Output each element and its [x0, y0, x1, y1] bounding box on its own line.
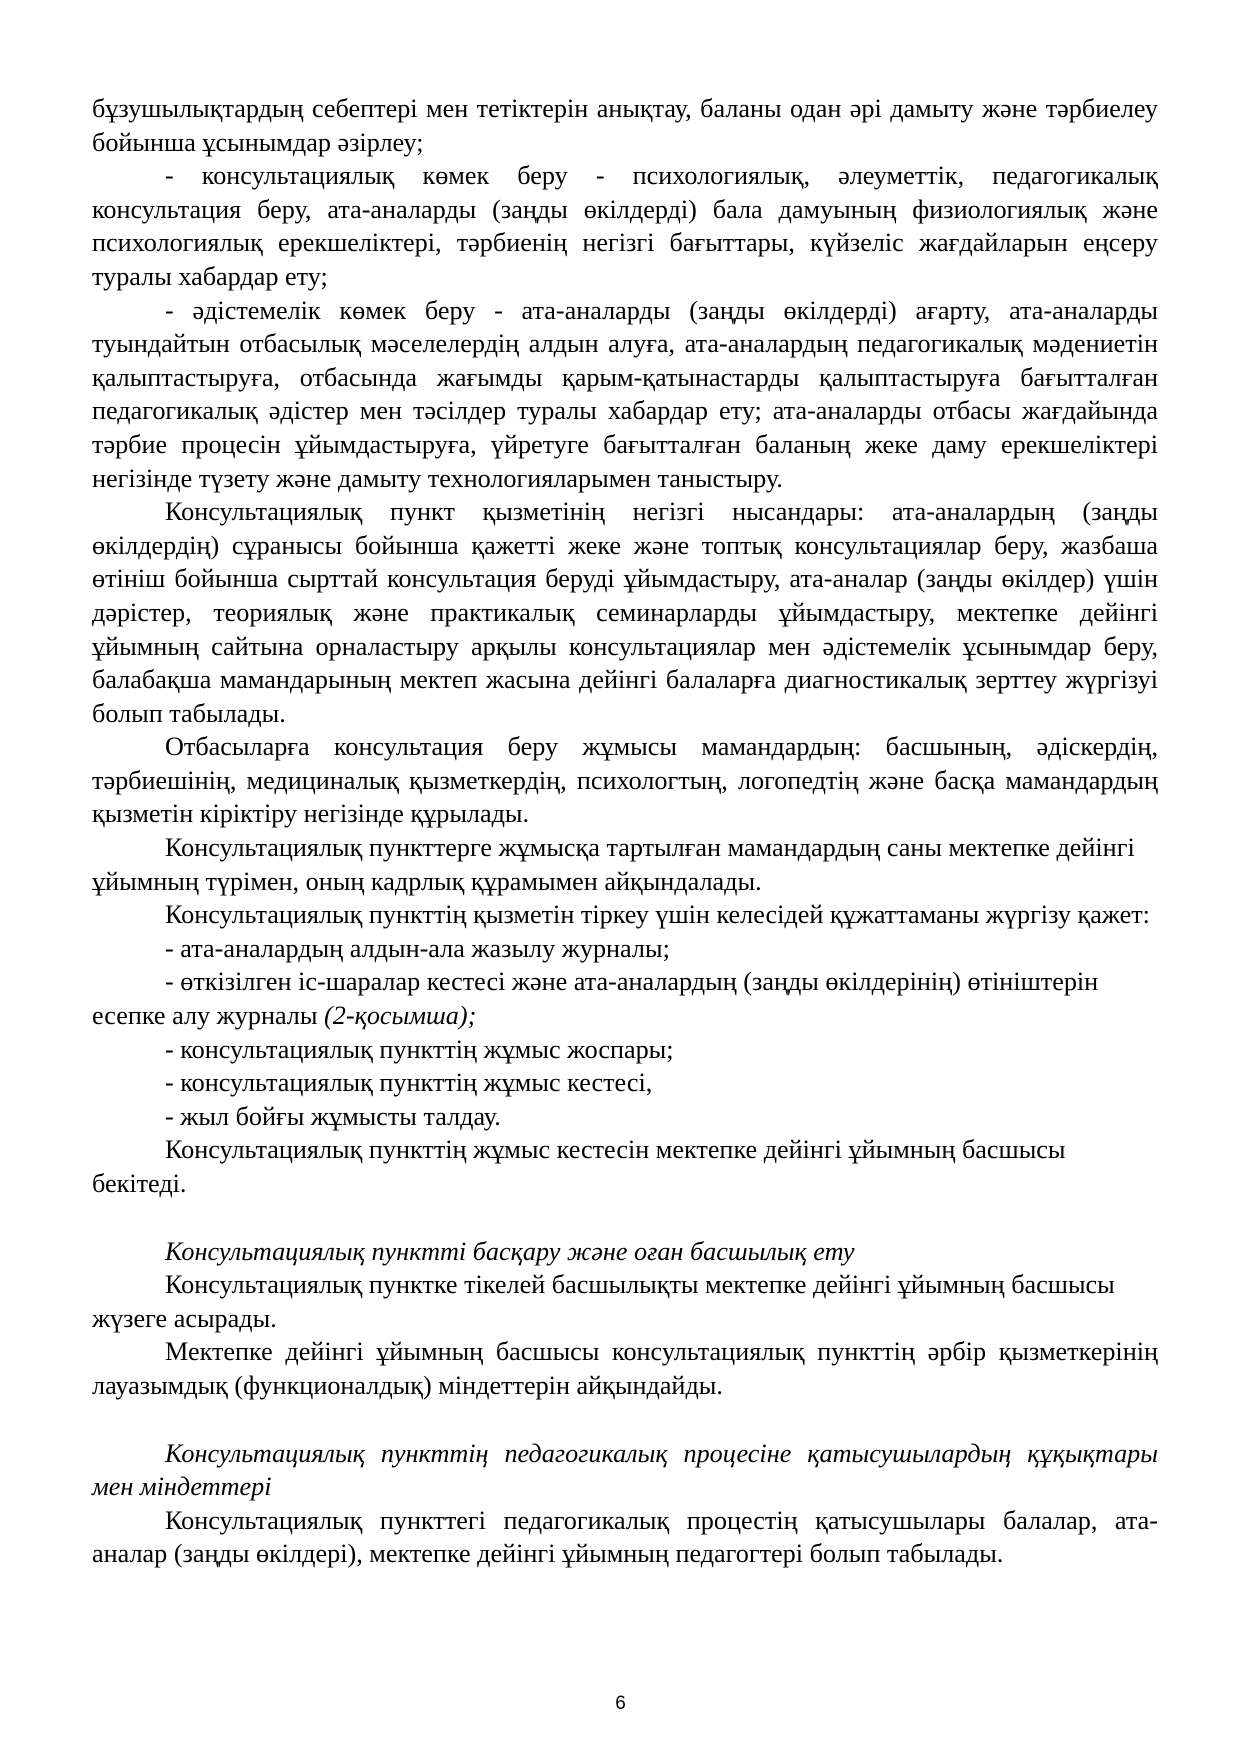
- paragraph-direct-management: Консультациялық пунктке тікелей басшылықты мектепке дейінгі ұйымның басшысы жүзеге асырады.: [92, 1270, 1115, 1333]
- paragraph-1: бұзушылықтардың себептері мен тетіктерін анықтау, баланы одан әрі дамыту және тәрбиелеу бойынша ұсынымдар әзірлеу;: [92, 94, 1158, 157]
- list-item-annual-analysis: - жыл бойғы жұмысты талдау.: [165, 1101, 501, 1131]
- paragraph-main-forms: Консультациялық пункт қызметінің негізгі нысандары: ата-аналардың (заңды өкілдердің) сұранысы бойынша қажетті жеке және топтық консультациялар беру, жазбаша өтініш бойынша сырттай консультация беруді ұйымдастыру, ата-аналар (заңды өкілдер) үшін дәрістер, теориялық және практикалық семинарларды ұйымдастыру, мектепке дейінгі ұйымның сайтына орналастыру арқылы консультациялар мен әдістемелік ұсынымдар беру, балабақша мамандарының мектеп жасына дейінгі балаларға диагностикалық зерттеу жүргізуі болып табылады.: [92, 497, 1158, 728]
- document-page: [92, 92, 1158, 1571]
- section-heading-rights: Консультациялық пункттің педагогикалық процесіне қатысушылардың құқықтары мен міндеттері: [92, 1438, 1158, 1502]
- spacer: [92, 1403, 1158, 1437]
- appendix-reference: (2-қосымша);: [324, 1001, 477, 1031]
- list-item-work-schedule: - консультациялық пункттің жұмыс кестесі,: [165, 1068, 653, 1098]
- paragraph-duties: Мектепке дейінгі ұйымның басшысы консультациялық пункттің әрбір қызметкерінің лауазымдық (функционалдық) міндеттерін айқындайды.: [92, 1337, 1158, 1400]
- list-item-events-schedule-text: - өткізілген іс-шаралар кестесі және ата-аналардың (заңды өкілдерінің) өтініштерін есепке алу журналы: [92, 967, 1099, 1031]
- paragraph-documentation-intro: Консультациялық пункттің қызметін тіркеу үшін келесідей құжаттаманы жүргізу қажет:: [165, 900, 1150, 930]
- list-item-events-schedule: [92, 965, 1158, 1032]
- spacer: [92, 1201, 1158, 1235]
- paragraph-schedule-approval: Консультациялық пункттің жұмыс кестесін мектепке дейінгі ұйымның басшысы бекітеді.: [92, 1135, 1066, 1198]
- paragraph-specialists-count: Консультациялық пункттерге жұмысқа тартылған мамандардың саны мектепке дейінгі ұйымның түрімен, оның кадрлық құрамымен айқындалады.: [92, 833, 1135, 896]
- paragraph-family-consulting: Отбасыларға консультация беру жұмысы мамандардың: басшының, әдіскердің, тәрбиешінің, медициналық қызметкердің, психологтың, логопедтің және басқа мамандардың қызметін кіріктіру негізінде құрылады.: [92, 732, 1158, 829]
- page-number: 6: [615, 1693, 626, 1714]
- section-heading-management: Консультациялық пунктті басқару және оған басшылық ету: [165, 1236, 855, 1266]
- list-item-registration-journal: - ата-аналардың алдын-ала жазылу журналы;: [165, 933, 670, 963]
- list-item-work-plan: - консультациялық пункттің жұмыс жоспары;: [165, 1034, 674, 1064]
- paragraph-participants: Консультациялық пункттегі педагогикалық процестің қатысушылары балалар, ата-аналар (заңды өкілдері), мектепке дейінгі ұйымның педагогтері болып табылады.: [92, 1505, 1158, 1569]
- paragraph-consultative-help: - консультациялық көмек беру - психологиялық, әлеуметтік, педагогикалық консультация беру, ата-аналарды (заңды өкілдерді) бала дамуының физиологиялық және психологиялық ерекшеліктері, тәрбиенің негізгі бағыттары, күйзеліс жағдайларын еңсеру туралы хабардар ету;: [92, 161, 1158, 291]
- paragraph-methodical-help: - әдістемелік көмек беру - ата-аналарды (заңды өкілдерді) ағарту, ата-аналарды туындайтын отбасылық мәселелердің алдын алуға, ата-аналардың педагогикалық мәдениетін қалыптастыруға, отбасында жағымды қарым-қатынастарды қалыптастыруға бағытталған педагогикалық әдістер мен тәсілдер туралы хабардар ету; ата-аналарды отбасы жағдайында тәрбие процесін ұйымдастыруға, үйретуге бағытталған баланың жеке даму ерекшеліктері негізінде түзету және дамыту технологияларымен таныстыру.: [92, 295, 1158, 493]
